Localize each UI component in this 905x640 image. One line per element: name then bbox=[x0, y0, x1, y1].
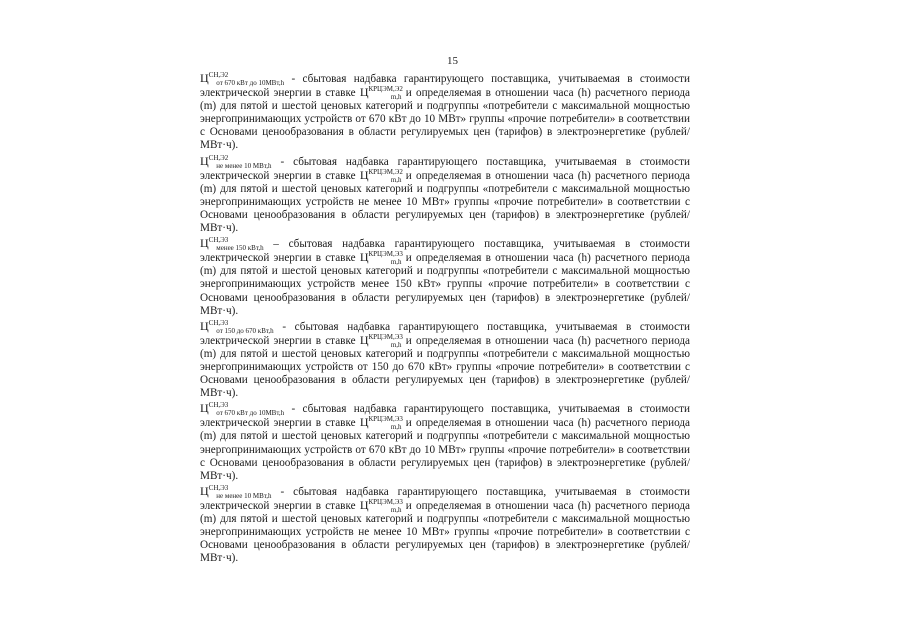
paragraph-text: – сбытовая надбавка гарантирующего поставщика, учитываемая в стоимости электрической энергии в ставке bbox=[200, 238, 690, 265]
rate-subscript: m,h bbox=[390, 175, 402, 184]
paragraph-tail: и определяемая в отношении часа (h) расчетного периода (m) для пятой и шестой ценовых категорий и подгруппы «потребители с максимальной мощностью энергопринимающих устройств от 150 до 670 кВт» группы «прочие потребители» в соответствии с Основами ценообразования в области регулируемых цен (тарифов) в электроэнергетике (рублей/МВт·ч). bbox=[200, 334, 690, 400]
rate-subscript: m,h bbox=[390, 258, 402, 267]
document-body bbox=[200, 72, 690, 567]
price-symbol bbox=[200, 320, 274, 334]
rate-subscript: m,h bbox=[390, 423, 402, 432]
rate-subscript: m,h bbox=[390, 505, 402, 514]
rate-base: Ц bbox=[359, 497, 369, 512]
rate-subscript: m,h bbox=[390, 340, 402, 349]
symbol-superscript: СН,Э3 bbox=[208, 236, 229, 245]
rate-superscript: КРЦЭМ,Э2 bbox=[368, 85, 403, 94]
symbol-subscript: от 670 кВт до 10МВт,h bbox=[216, 409, 285, 418]
definition-paragraph-2 bbox=[200, 155, 690, 236]
paragraph-tail: и определяемая в отношении часа (h) расчетного периода (m) для пятой и шестой ценовых категорий и подгруппы «потребители с максимальной мощностью энергопринимающих устройств от 670 кВт до 10 МВт» группы «прочие потребители» в соответствии с Основами ценообразования в области регулируемых цен (тарифов) в электроэнергетике (рублей/МВт·ч). bbox=[200, 417, 690, 482]
symbol-superscript: СН,Э3 bbox=[208, 318, 229, 327]
symbol-base: Ц bbox=[200, 153, 209, 168]
rate-symbol bbox=[360, 499, 402, 513]
symbol-superscript: СН,Э3 bbox=[208, 483, 229, 492]
rate-base: Ц bbox=[359, 250, 369, 265]
rate-symbol bbox=[360, 416, 402, 430]
price-symbol bbox=[200, 72, 284, 86]
page-number: 15 bbox=[447, 55, 458, 67]
price-symbol bbox=[200, 485, 272, 499]
definition-paragraph-3 bbox=[200, 237, 690, 318]
symbol-subscript: от 150 до 670 кВт,h bbox=[216, 326, 274, 335]
price-symbol bbox=[200, 402, 284, 416]
paragraph-tail: и определяемая в отношении часа (h) расчетного периода (m) для пятой и шестой ценовых категорий и подгруппы «потребители с максимальной мощностью энергопринимающих устройств менее 150 кВт» группы «прочие потребители» в соответствии с Основами ценообразования в области регулируемых цен (тарифов) в электроэнергетике (рублей/МВт·ч). bbox=[200, 252, 690, 317]
rate-symbol bbox=[360, 334, 402, 348]
paragraph-text: - сбытовая надбавка гарантирующего поставщика, учитываемая в стоимости электрической энергии в ставке bbox=[200, 485, 690, 512]
paragraph-text: - сбытовая надбавка гарантирующего поставщика, учитываемая в стоимости электрической энергии в ставке bbox=[200, 155, 690, 182]
rate-superscript: КРЦЭМ,Э2 bbox=[368, 167, 403, 176]
paragraph-text: - сбытовая надбавка гарантирующего поставщика, учитываемая в стоимости электрической энергии в ставке bbox=[200, 320, 690, 347]
symbol-subscript: от 670 кВт до 10МВт,h bbox=[216, 79, 285, 87]
definition-paragraph-6 bbox=[200, 485, 690, 566]
paragraph-tail: и определяемая в отношении часа (h) расчетного периода (m) для пятой и шестой ценовых категорий и подгруппы «потребители с максимальной мощностью энергопринимающих устройств не менее 10 МВт» группы «прочие потребители» в соответствии с Основами ценообразования в области регулируемых цен (тарифов) в электроэнергетике (рублей/МВт·ч). bbox=[200, 169, 690, 235]
symbol-superscript: СН,Э2 bbox=[208, 71, 229, 79]
rate-symbol bbox=[360, 86, 402, 100]
symbol-base: Ц bbox=[200, 318, 209, 333]
rate-subscript: m,h bbox=[390, 93, 402, 102]
rate-symbol bbox=[360, 169, 402, 183]
rate-superscript: КРЦЭМ,Э3 bbox=[368, 332, 403, 341]
rate-base: Ц bbox=[359, 167, 369, 182]
symbol-subscript: менее 150 кВт,h bbox=[216, 244, 264, 253]
paragraph-text: - сбытовая надбавка гарантирующего поставщика, учитываемая в стоимости электрической энергии в ставке bbox=[200, 403, 690, 430]
definition-paragraph-4 bbox=[200, 320, 690, 401]
symbol-superscript: СН,Э3 bbox=[208, 401, 229, 410]
symbol-subscript: не менее 10 МВт,h bbox=[216, 161, 272, 170]
definition-paragraph-1 bbox=[200, 72, 690, 153]
price-symbol bbox=[200, 237, 264, 251]
symbol-subscript: не менее 10 МВт,h bbox=[216, 491, 272, 500]
rate-base: Ц bbox=[359, 85, 369, 100]
rate-base: Ц bbox=[359, 332, 369, 347]
rate-superscript: КРЦЭМ,Э3 bbox=[368, 497, 403, 506]
symbol-superscript: СН,Э2 bbox=[208, 153, 229, 162]
rate-superscript: КРЦЭМ,Э3 bbox=[368, 250, 403, 259]
symbol-base: Ц bbox=[200, 483, 209, 498]
symbol-base: Ц bbox=[200, 401, 209, 416]
paragraph-tail: и определяемая в отношении часа (h) расчетного периода (m) для пятой и шестой ценовых категорий и подгруппы «потребители с максимальной мощностью энергопринимающих устройств от 670 кВт до 10 МВт» группы «прочие потребители» в соответствии с Основами ценообразования в области регулируемых цен (тарифов) в электроэнергетике (рублей/МВт·ч). bbox=[200, 87, 690, 152]
rate-base: Ц bbox=[359, 415, 369, 430]
rate-superscript: КРЦЭМ,Э3 bbox=[368, 415, 403, 424]
rate-symbol bbox=[360, 251, 402, 265]
symbol-base: Ц bbox=[200, 71, 209, 85]
paragraph-tail: и определяемая в отношении часа (h) расчетного периода (m) для пятой и шестой ценовых категорий и подгруппы «потребители с максимальной мощностью энергопринимающих устройств не менее 10 МВт» группы «прочие потребители» в соответствии с Основами ценообразования в области регулируемых цен (тарифов) в электроэнергетике (рублей/МВт·ч). bbox=[200, 499, 690, 565]
definition-paragraph-5 bbox=[200, 402, 690, 483]
symbol-base: Ц bbox=[200, 236, 209, 251]
price-symbol bbox=[200, 155, 272, 169]
paragraph-text: - сбытовая надбавка гарантирующего поставщика, учитываемая в стоимости электрической энергии в ставке bbox=[200, 73, 690, 100]
